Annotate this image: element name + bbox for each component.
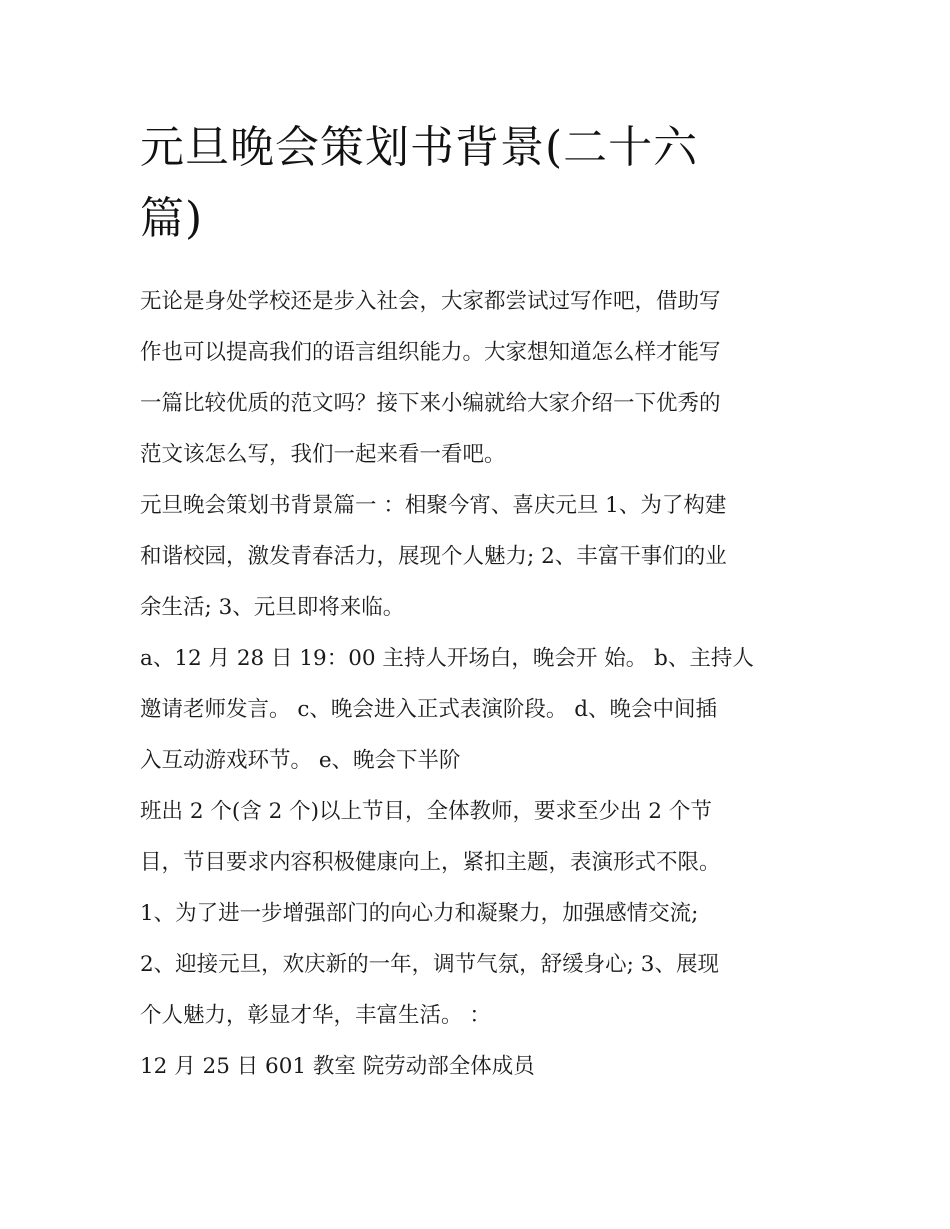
text-line: 一篇比较优质的范文吗？接下来小编就给大家介绍一下优秀的 [140,391,721,416]
title-line: 元旦晚会策划书背景(二十六 [140,122,699,173]
text-line: 12 月 25 日 601 教室 院劳动部全体成员 [140,1054,535,1079]
paragraph-purpose [140,888,820,1041]
text-line: 作也可以提高我们的语言组织能力。大家想知道怎么样才能写 [140,340,721,365]
text-line: 无论是身处学校还是步入社会，大家都尝试过写作吧，借助写 [140,289,721,314]
text-line: 余生活; 3、元旦即将来临。 [140,595,405,620]
title-line: 篇) [140,193,204,244]
text-line: 范文该怎么写，我们一起来看一看吧。 [140,442,506,467]
paragraph-time-place [140,1041,820,1092]
paragraph-section-one [140,480,820,633]
paragraph-intro [140,276,820,480]
text-line: 2、迎接元旦，欢庆新的一年，调节气氛，舒缓身心; 3、展现 [140,952,719,977]
text-line: 邀请老师发言。 c、晚会进入正式表演阶段。 d、晚会中间插 [140,697,717,722]
paragraph-program-requirements [140,786,820,888]
text-line: 和谐校园，激发青春活力，展现个人魅力; 2、丰富干事们的业 [140,544,727,569]
text-line: a、12 月 28 日 19：00 主持人开场白，晚会开 始。 b、主持人 [140,646,754,671]
text-line: 目，节目要求内容积极健康向上，紧扣主题，表演形式不限。 [140,850,721,875]
text-line: 班出 2 个(含 2 个)以上节目，全体教师，要求至少出 2 个节 [140,799,712,824]
paragraph-schedule [140,633,820,786]
text-line: 1、为了进一步增强部门的向心力和凝聚力，加强感情交流; [140,901,699,926]
document-title [140,112,820,254]
text-line: 入互动游戏环节。 e、晚会下半阶 [140,748,461,773]
text-line: 元旦晚会策划书背景篇一 ：相聚今宵、喜庆元旦 1、为了构建 [140,493,727,518]
text-line: 个人魅力，彰显才华，丰富生活。 ： [140,1003,491,1028]
document-body [140,276,820,1092]
